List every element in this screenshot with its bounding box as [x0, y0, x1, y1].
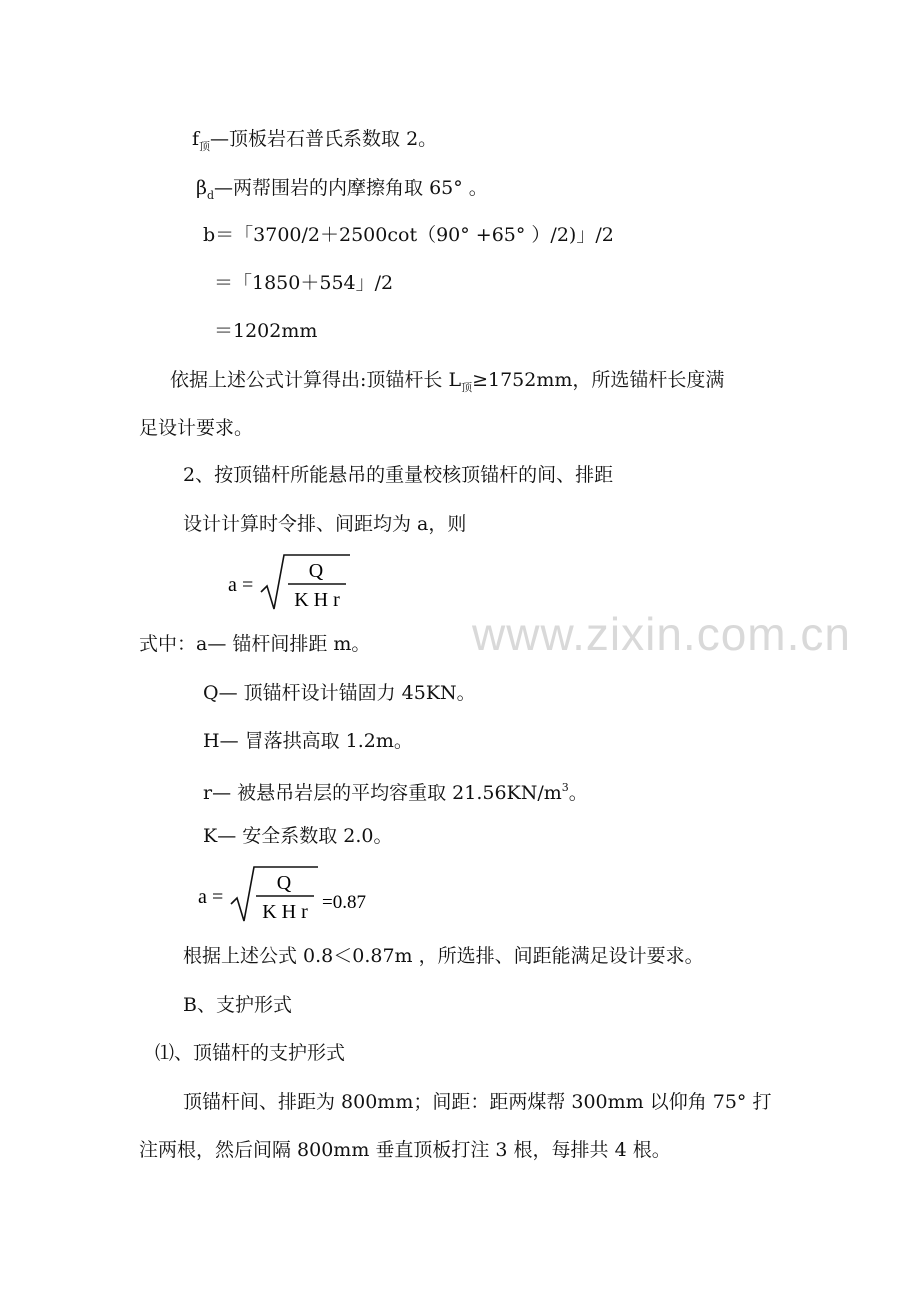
- section-b-heading: B、支护形式: [183, 994, 292, 1016]
- beta-subscript: d: [206, 189, 215, 202]
- formula-equals: =: [242, 574, 254, 596]
- formula2-equals: =: [212, 886, 224, 908]
- formula-lhs: a: [228, 574, 237, 596]
- spacing-formula: [224, 548, 364, 622]
- h-definition: H— 冒落拱高取 1.2m。: [203, 730, 413, 752]
- f-subscript: 顶: [199, 140, 211, 153]
- body-line-2: 注两根，然后间隔 800mm 垂直顶板打注 3 根，每排共 4 根。: [139, 1139, 671, 1161]
- formula2-result: =0.87: [322, 892, 366, 913]
- calc-paragraph-line-1: 依据上述公式计算得出:顶锚杆长 $L_顶\ge 1752mm$，所选锚杆长度满: [170, 369, 725, 394]
- formula2-denominator: K H r: [262, 901, 308, 923]
- watermark-logo: www.zixin.com.cn: [472, 608, 851, 660]
- r-definition: r— 被悬吊岩层的平均容重取 $21.56KN/m^3$。: [203, 781, 588, 804]
- f-definition: $f_顶—$顶板岩石普氏系数取 2。: [192, 128, 438, 153]
- subsection-1-heading: ⑴、顶锚杆的支护形式: [155, 1042, 346, 1064]
- formula-denominator: K H r: [294, 589, 340, 611]
- body-line-1: 顶锚杆间、排距为 800mm；间距：距两煤帮 300mm 以仰角 75° 打: [183, 1091, 772, 1113]
- b-equation-line-2: ＝「1850＋554」/2: [214, 272, 394, 294]
- where-a-definition: 式中：a— 锚杆间排距 m。: [139, 633, 371, 655]
- b-equation-line-1: b＝「3700/2＋2500cot（90° +65° ）/2)」/2: [203, 224, 614, 246]
- cubic-superscript: 3: [561, 781, 569, 794]
- conclusion: 根据上述公式 0.8＜0.87m ，所选排、间距能满足设计要求。: [183, 945, 704, 967]
- spacing-formula-graphic: [224, 548, 364, 618]
- b-equation-line-3: ＝1202mm: [214, 320, 318, 342]
- formula-numerator: Q: [308, 560, 324, 582]
- section-2-heading: 2、按顶锚杆所能悬吊的重量校核顶锚杆的间、排距: [183, 464, 614, 486]
- formula2-lhs: a: [198, 886, 207, 908]
- formula2-numerator: Q: [276, 872, 292, 894]
- q-definition: Q— 顶锚杆设计锚固力 45KN。: [203, 682, 476, 704]
- l-subscript: 顶: [461, 381, 473, 394]
- calc-paragraph-line-2: 足设计要求。: [139, 417, 254, 439]
- spacing-result-formula: [194, 860, 394, 934]
- design-assumption: 设计计算时令排、间距均为 a，则: [183, 513, 467, 535]
- spacing-result-graphic: [194, 860, 394, 930]
- beta-definition: $\beta_d—$两帮围岩的内摩擦角取 65° 。: [196, 177, 488, 202]
- k-definition: K— 安全系数取 2.0。: [203, 825, 393, 847]
